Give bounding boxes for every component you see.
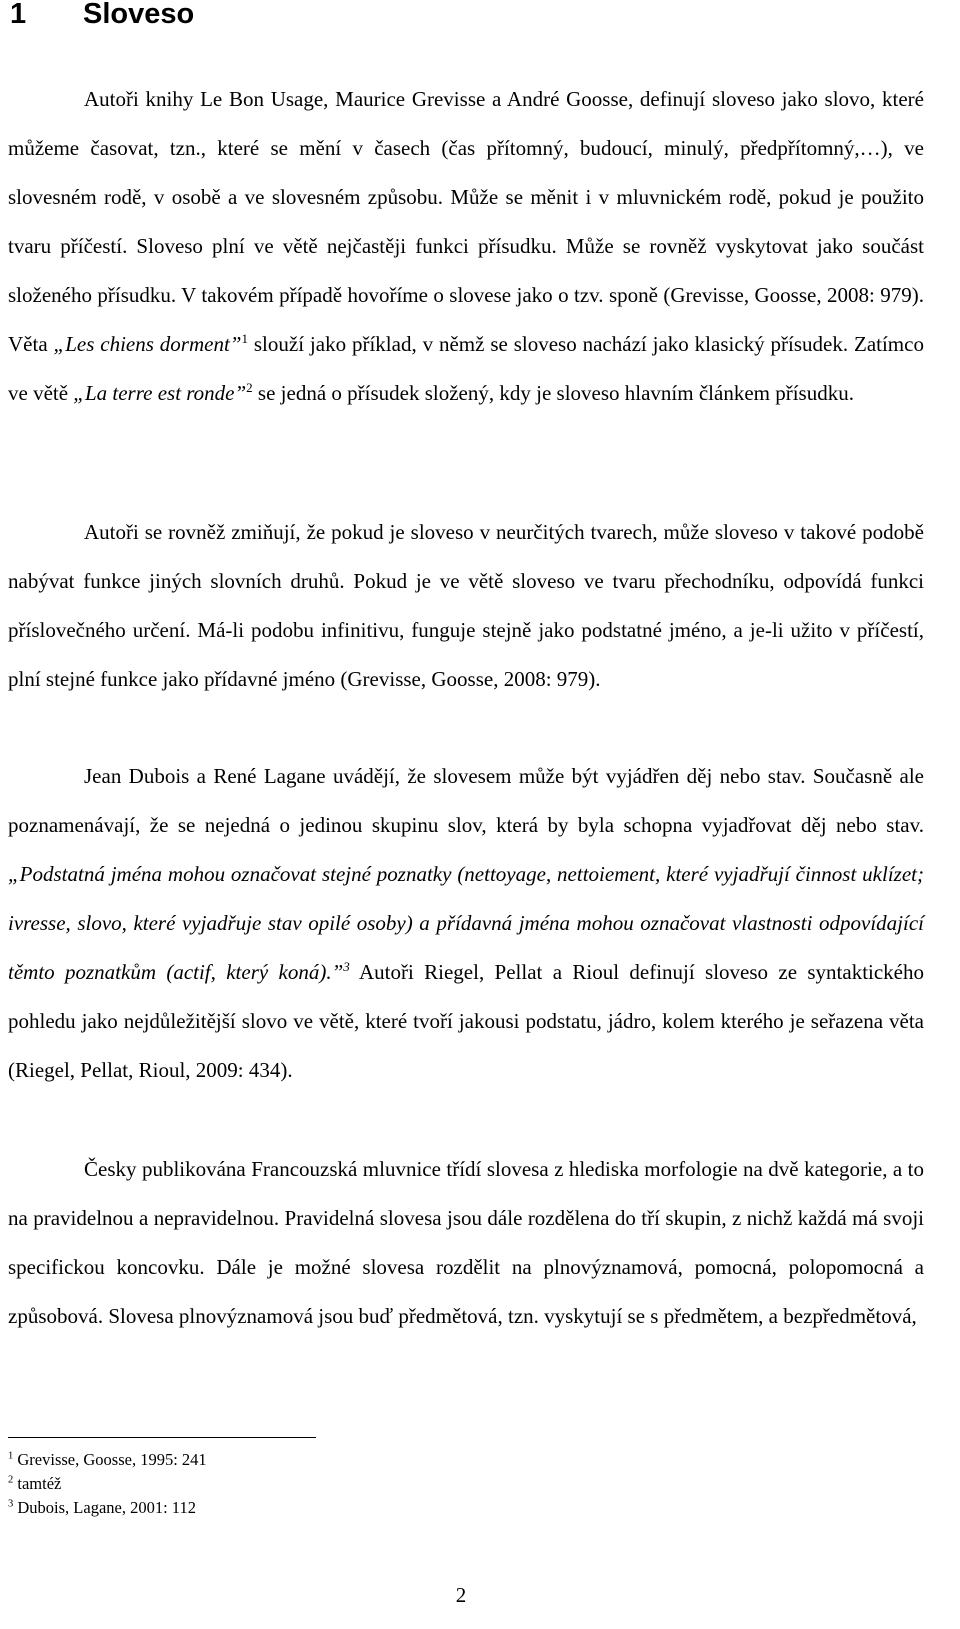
paragraph-2 <box>8 508 924 704</box>
footnote-reference: 2 <box>246 380 253 395</box>
paragraph-1 <box>8 75 924 418</box>
footnote-separator <box>8 1437 316 1438</box>
footnote-reference: 1 <box>241 331 248 346</box>
paragraph-4 <box>8 1145 924 1341</box>
paragraph-3 <box>8 752 924 1095</box>
page-number: 2 <box>455 1583 467 1607</box>
text-run: slouží jako příklad, v němž se sloveso nachází jako klasický přísudek. Zatímco ve větě <box>8 332 924 405</box>
footnote-text: Grevisse, Goosse, 1995: 241 <box>13 1450 207 1469</box>
footnote-text: tamtéž <box>13 1474 62 1493</box>
footnote-reference: 3 <box>343 959 350 974</box>
footnote-3 <box>8 1496 207 1520</box>
footnote-2 <box>8 1472 207 1496</box>
text-run: Autoři knihy Le Bon Usage, Maurice Grevisse a André Goosse, definují sloveso jako slovo, které můžeme časovat, tzn., které se mění v časech (čas přítomný, budoucí, minulý, předpřítomný,…), ve slovesném rodě, v osobě a ve slovesném způsobu. Může se měnit i v mluvnickém rodě, pokud je použito tvaru příčestí. Sloveso plní ve větě nejčastěji funkci přísudku. Může se rovněž vyskytovat jako součást složeného přísudku. V takovém případě hovoříme o slovese jako o tzv. sponě (Grevisse, Goosse, 2008: 979). Věta <box>8 87 924 356</box>
text-run: se jedná o přísudek složený, kdy je sloveso hlavním článkem přísudku. <box>252 381 854 405</box>
footnote-mark: 1 <box>8 1450 14 1462</box>
text-run: Autoři se rovněž zmiňují, že pokud je sloveso v neurčitých tvarech, může sloveso v takové podobě nabývat funkce jiných slovních druhů. Pokud je ve větě sloveso ve tvaru přechodníku, odpovídá funkci příslovečného určení. Má-li podobu infinitivu, funguje stejně jako podstatné jméno, a je-li užito v příčestí, plní stejné funkce jako přídavné jméno (Grevisse, Goosse, 2008: 979). <box>8 520 924 691</box>
italic-quote: „Podstatná jména mohou označovat stejné poznatky (nettoyage, nettoiement, které vyjadřují činnost uklízet; ivresse, slovo, které vyjadřuje stav opilé osoby) a přídavná jména mohou označovat vlastnosti odpovídající těmto poznatkům (actif, který koná).” <box>8 862 924 984</box>
footnote-text: Dubois, Lagane, 2001: 112 <box>13 1498 196 1517</box>
chapter-heading <box>10 0 194 34</box>
chapter-title: Sloveso <box>83 0 195 30</box>
footnote-mark: 3 <box>8 1498 14 1510</box>
text-run: Česky publikována Francouzská mluvnice třídí slovesa z hlediska morfologie na dvě kategorie, a to na pravidelnou a nepravidelnou. Pravidelná slovesa jsou dále rozdělena do tří skupin, z nichž každá má svoji specifickou koncovku. Dále je možné slovesa rozdělit na plnovýznamová, pomocná, polopomocná a způsobová. Slovesa plnovýznamová jsou buď předmětová, tzn. vyskytují se s předmětem, a bezpředmětová, <box>8 1157 924 1328</box>
footnotes <box>8 1448 207 1520</box>
italic-quote: „La terre est ronde” <box>73 381 247 405</box>
footnote-mark: 2 <box>8 1474 14 1486</box>
footnote-1 <box>8 1448 207 1472</box>
text-run: Jean Dubois a René Lagane uvádějí, že slovesem může být vyjádřen děj nebo stav. Současně ale poznamenávají, že se nejedná o jedinou skupinu slov, která by byla schopna vyjadřovat děj nebo stav. <box>8 764 924 837</box>
italic-quote: „Les chiens dorment” <box>53 332 242 356</box>
chapter-number: 1 <box>10 0 27 30</box>
text-run: Autoři Riegel, Pellat a Rioul definují sloveso ze syntaktického pohledu jako nejdůležitější slovo ve větě, které tvoří jakousi podstatu, jádro, kolem kterého je seřazena věta (Riegel, Pellat, Rioul, 2009: 434). <box>8 960 925 1082</box>
